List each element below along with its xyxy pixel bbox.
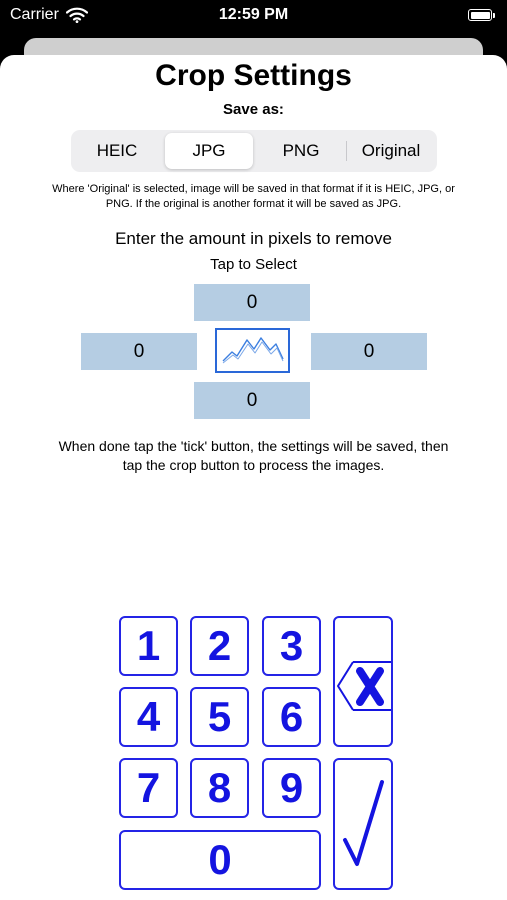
segment-heic[interactable]: HEIC — [96, 141, 138, 160]
status-time: 12:59 PM — [218, 6, 289, 23]
format-segmented-control — [71, 130, 437, 172]
battery-cap — [493, 13, 495, 18]
image-preview — [215, 328, 290, 373]
key-1[interactable] — [119, 616, 178, 676]
key-8-label: 8 — [207, 764, 232, 811]
key-0[interactable] — [119, 830, 321, 890]
segment-divider — [346, 141, 347, 161]
key-9[interactable] — [262, 758, 321, 818]
instructions-text: When done tap the 'tick' button, the settings will be saved, then tap the crop button to process the images. — [58, 438, 449, 473]
status-bar — [0, 0, 507, 34]
key-4[interactable] — [119, 687, 178, 747]
mountain-image-icon — [217, 330, 288, 371]
segment-png[interactable]: PNG — [282, 141, 320, 160]
pixels-prompt: Enter the amount in pixels to remove — [115, 229, 392, 248]
tap-to-select-hint: Tap to Select — [210, 256, 297, 273]
key-2-label: 2 — [207, 622, 232, 669]
key-5[interactable] — [190, 687, 249, 747]
delete-button[interactable] — [333, 616, 393, 747]
key-6[interactable] — [262, 687, 321, 747]
key-5-label: 5 — [207, 693, 232, 740]
segment-jpg[interactable]: JPG — [165, 133, 253, 169]
carrier-label: Carrier — [10, 6, 59, 23]
crop-left-field[interactable]: 0 — [81, 333, 197, 370]
key-3-label: 3 — [279, 622, 304, 669]
key-3[interactable] — [262, 616, 321, 676]
key-6-label: 6 — [279, 693, 304, 740]
backspace-x-icon — [335, 618, 391, 745]
format-note: Where 'Original' is selected, image will be saved in that format if it is HEIC, JPG, or PNG. If the original is another format it will be saved as JPG. — [52, 183, 455, 210]
save-as-label: Save as: — [223, 101, 284, 118]
key-7[interactable] — [119, 758, 178, 818]
key-4-label: 4 — [136, 693, 161, 740]
key-7-label: 7 — [136, 764, 161, 811]
key-8[interactable] — [190, 758, 249, 818]
page-title: Crop Settings — [155, 59, 352, 92]
crop-bottom-field[interactable]: 0 — [194, 382, 310, 419]
segment-original[interactable]: Original — [361, 141, 421, 160]
crop-right-field[interactable]: 0 — [311, 333, 427, 370]
battery-icon — [468, 9, 492, 21]
key-9-label: 9 — [279, 764, 304, 811]
key-0-label: 0 — [208, 836, 232, 883]
checkmark-icon — [335, 760, 391, 888]
crop-top-field[interactable]: 0 — [194, 284, 310, 321]
key-2[interactable] — [190, 616, 249, 676]
key-1-label: 1 — [136, 622, 161, 669]
done-button[interactable] — [333, 758, 393, 890]
